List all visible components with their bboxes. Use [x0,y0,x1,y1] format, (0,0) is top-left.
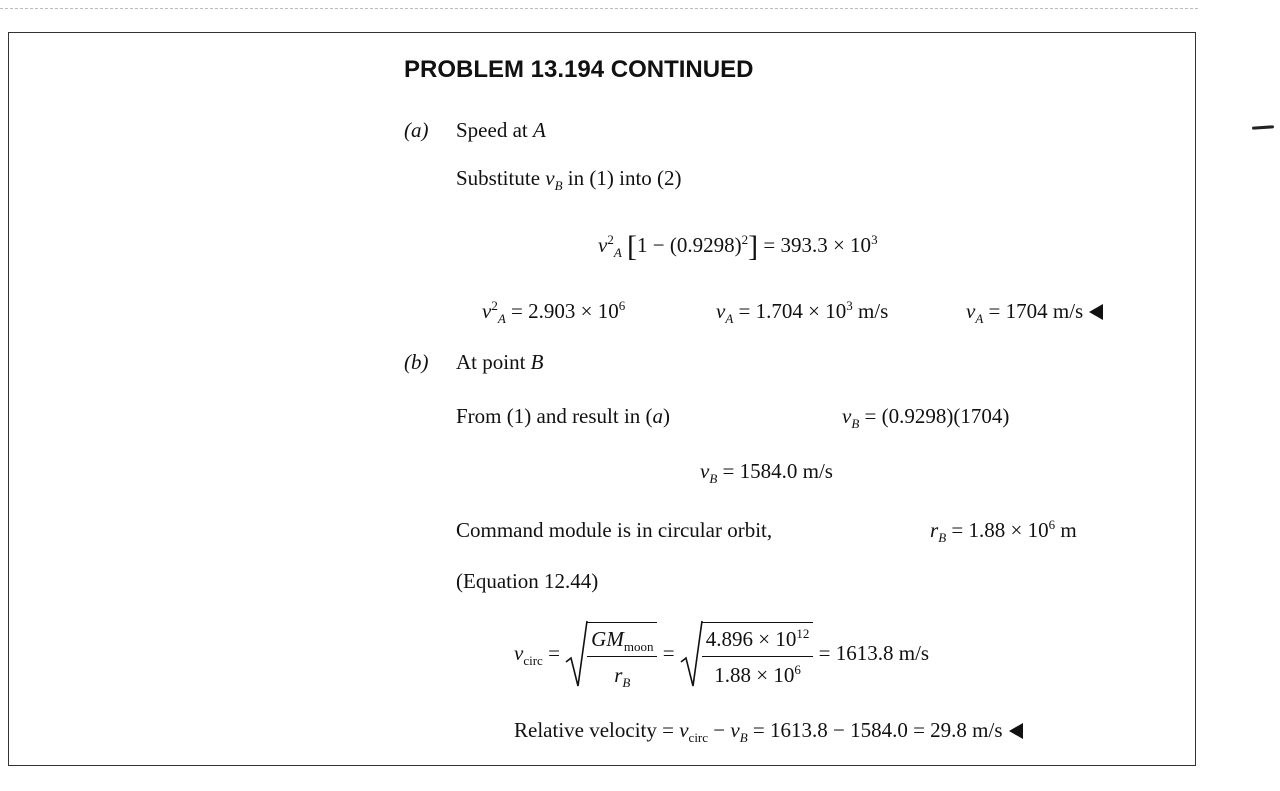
equation-va-squared-value: $v^2_A = 2.903 \times 10^6$ [482,298,626,327]
answer-va: $v_A = 1704$ m/s [966,301,1103,322]
equation-reference: (Equation 12.44) [456,569,599,593]
part-a-heading: Speed at A [456,118,546,142]
problem-title: PROBLEM 13.194 CONTINUED [404,56,754,83]
equation-vcirc: $v_{circ}$ = $\frac{GM_{moon}}{r_B}$ = $\frac{4.896 \times 10^{12}}{1.88 \times 10^6}$ = 1613.8 m/s [514,622,929,688]
fraction-gm-over-rb: $\frac{GM_{moon}}{r_B}$ [587,627,657,688]
relative-velocity-line: Relative velocity = $v_{circ} - v_B = 1613.8 - 1584.0 = 29.8$ m/s [514,720,1023,741]
page-edge-mark [1252,125,1274,130]
equation-rb: $r_B = 1.88 \times 10^6$ m [930,517,1077,546]
from-line: From (1) and result in (a) [456,404,671,428]
page-top-rule [0,8,1198,10]
answer-marker-icon [1089,304,1103,320]
sqrt-numeric [680,622,814,688]
substitute-line: Substitute $v_B$ in (1) into (2) [456,166,682,194]
equation-va-value: $v_A = 1.704 \times 10^3$ m/s [716,298,889,327]
sqrt-symbolic [565,622,657,691]
radical-icon [680,618,704,688]
part-b-label: (b) [404,350,429,374]
equation-vb-product: $v_B = (0.9298)(1704)$ [842,404,1010,432]
equation-vb-result: $v_B = 1584.0$ m/s [700,459,833,487]
answer-marker-icon [1009,723,1023,739]
radical-icon [565,618,589,688]
part-a-label: (a) [404,118,429,142]
part-b-heading: At point B [456,350,544,374]
command-module-line: Command module is in circular orbit, [456,518,773,542]
fraction-numeric: $\frac{4.896 \times 10^{12}}{1.88 \times 10^6}$ [702,627,814,688]
equation-va-squared-bracket: $v^2_A$ $[1 - (0.9298)^2] = 393.3 \times 10^3$ [598,230,878,263]
